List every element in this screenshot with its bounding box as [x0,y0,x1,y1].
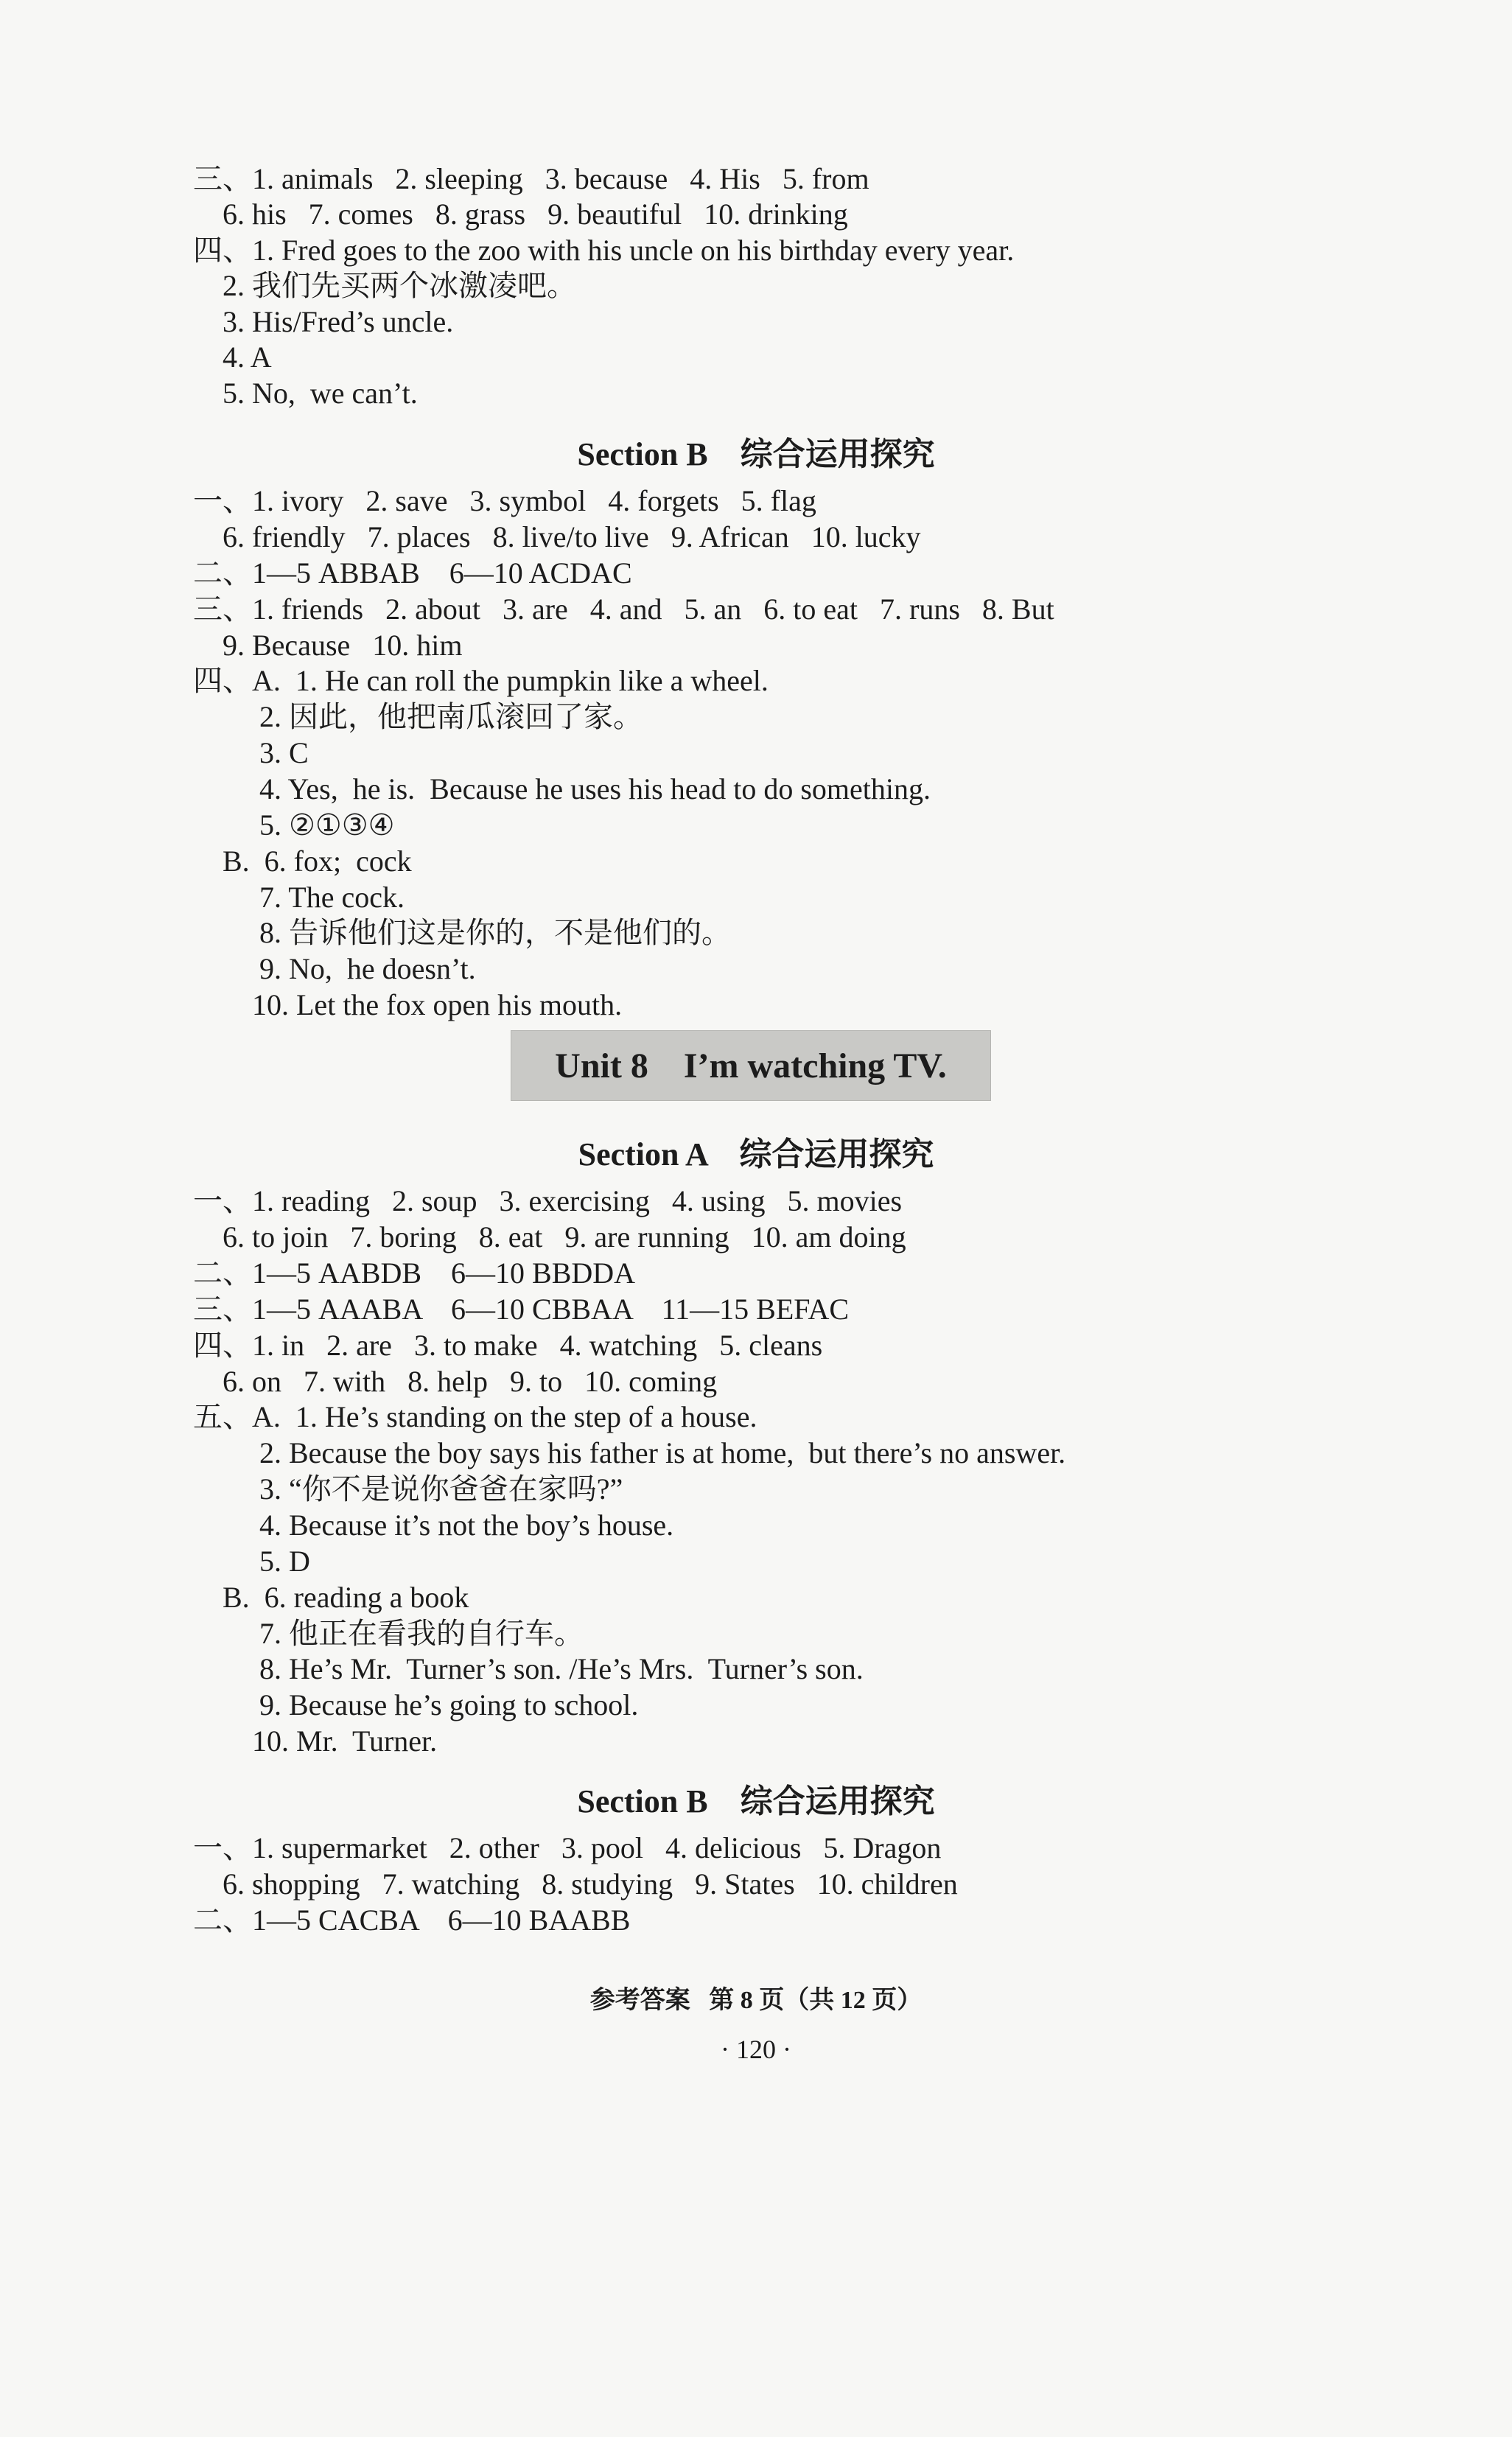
answer-line: 二、1—5 CACBA 6—10 BAABB [193,1903,631,1937]
answer-line: 4. Because it’s not the boy’s house. [193,1508,674,1542]
answer-line: 10. Let the fox open his mouth. [193,988,623,1021]
answer-line: 6. friendly 7. places 8. live/to live 9. African 10. lucky [193,520,921,553]
answer-line: 四、1. Fred goes to the zoo with his uncle on his birthday every year. [193,234,1015,267]
answer-line: 五、A. 1. He’s standing on the step of a house. [193,1400,757,1433]
section-heading: Section A 综合运用探究 [578,1136,934,1172]
answer-line: 4. Yes, he is. Because he uses his head to do something. [193,772,931,805]
answer-line: 9. Because he’s going to school. [193,1688,639,1721]
answer-line: 7. The cock. [193,881,405,914]
unit-title-banner: Unit 8 I’m watching TV. [511,1030,991,1101]
answer-line: 5. D [193,1545,310,1578]
answer-line: 7. 他正在看我的自行车。 [193,1617,584,1650]
answer-line: 三、1—5 AAABA 6—10 CBBAA 11—15 BEFAC [193,1293,850,1326]
answer-line: 二、1—5 ABBAB 6—10 ACDAC [193,556,632,590]
answer-line: 6. on 7. with 8. help 9. to 10. coming [193,1365,718,1398]
answer-line: 四、1. in 2. are 3. to make 4. watching 5. cleans [193,1329,823,1362]
answer-line: 8. 告诉他们这是你的，不是他们的。 [193,916,731,949]
page-number: · 120 · [721,2035,791,2064]
answer-line: B. 6. reading a book [193,1581,469,1614]
answer-line: 3. C [193,736,309,769]
page-footer: 参考答案 第 8 页（共 12 页） [589,1987,923,2014]
answer-line: 3. “你不是说你爸爸在家吗?” [193,1472,623,1506]
answer-line: 3. His/Fred’s uncle. [193,305,454,338]
answer-line: 10. Mr. Turner. [193,1724,438,1758]
answer-line: 6. shopping 7. watching 8. studying 9. States 10. children [193,1867,958,1901]
answer-line: 8. He’s Mr. Turner’s son. /He’s Mrs. Turner’s son. [193,1652,864,1685]
answer-line: 三、1. friends 2. about 3. are 4. and 5. an 6. to eat 7. runs 8. But [193,592,1054,626]
answer-line: 9. Because 10. him [193,629,463,662]
answer-line: 三、1. animals 2. sleeping 3. because 4. His 5. from [193,162,869,195]
answer-line: 9. No, he doesn’t. [193,952,476,985]
answer-line: 6. to join 7. boring 8. eat 9. are running 10. am doing [193,1220,906,1254]
answer-line: 5. No, we can’t. [193,377,418,410]
answer-line: 4. A [193,340,272,374]
section-heading: Section B 综合运用探究 [577,1783,935,1819]
answer-line: 一、1. supermarket 2. other 3. pool 4. delicious 5. Dragon [193,1831,942,1864]
answer-line: 一、1. ivory 2. save 3. symbol 4. forgets 5. flag [193,484,816,517]
answer-line: 5. ②①③④ [193,808,395,842]
section-heading: Section B 综合运用探究 [577,436,935,472]
answer-line: 二、1—5 AABDB 6—10 BBDDA [193,1256,636,1290]
answer-line: 2. 因此，他把南瓜滚回了家。 [193,700,643,733]
answer-line: B. 6. fox; cock [193,845,412,878]
answer-line: 2. Because the boy says his father is at home, but there’s no answer. [193,1436,1066,1469]
answer-line: 四、A. 1. He can roll the pumpkin like a wheel. [193,664,769,697]
answer-line: 6. his 7. comes 8. grass 9. beautiful 10. drinking [193,197,848,231]
answer-line: 2. 我们先买两个冰激凌吧。 [193,269,576,302]
answer-line: 一、1. reading 2. soup 3. exercising 4. using 5. movies [193,1184,903,1217]
